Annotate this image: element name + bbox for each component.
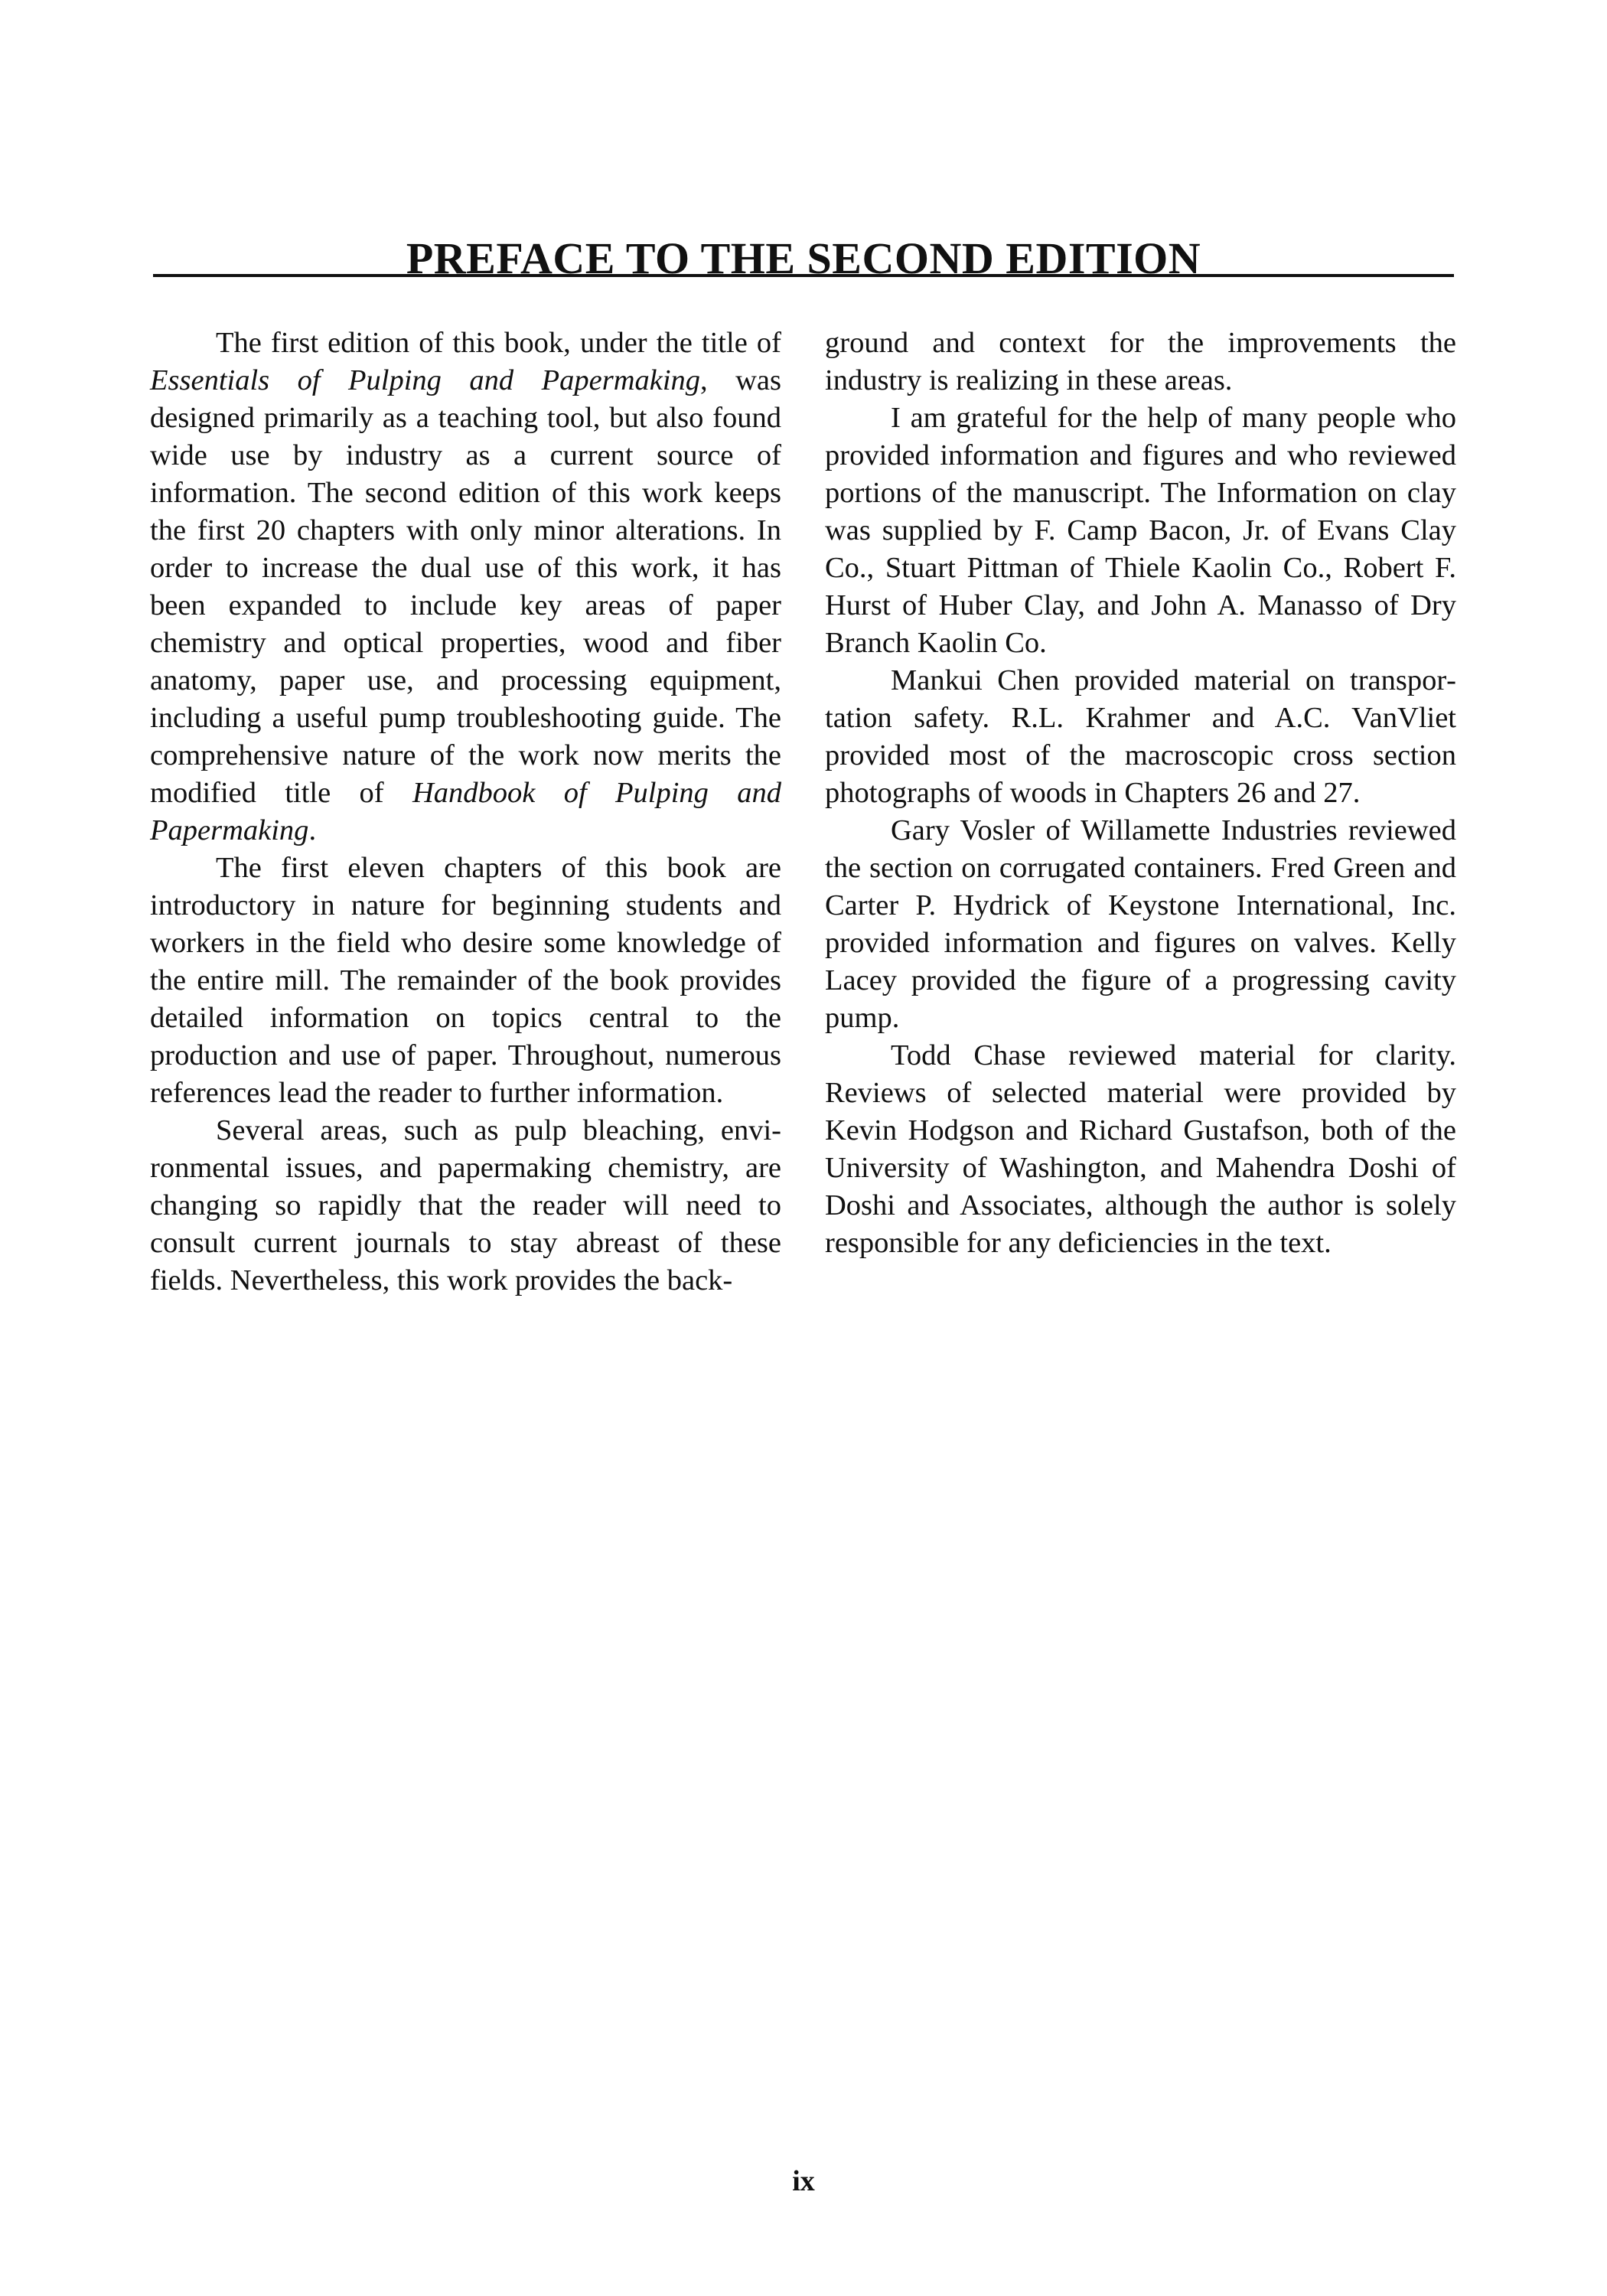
paragraph-acknowledgments: I am grateful for the help of many people who provided information and figures and who reviewed portions of the manuscript. The Information on clay was supplied by F. Camp Bacon, Jr. of Evans Clay Co., Stuart Pittman of Thiele Kaolin Co., Robert F. Hurst of Huber Clay, and John A. Manasso of Dry Branch Kaolin Co. [825, 402, 1456, 659]
paragraph-text: . [308, 814, 317, 846]
book-title-essentials: Essentials of Pulping and Papermaking [150, 364, 701, 396]
left-column [150, 325, 781, 1300]
paragraph-first-edition [150, 325, 781, 850]
right-column [825, 325, 1456, 1262]
book-title-handbook: Handbook of Pulping and Papermaking [150, 777, 781, 846]
title-rule [153, 274, 1454, 277]
paragraph-gary-vosler: Gary Vosler of Willamette Industries reviewed the section on corrugated containers. Fred Green and Carter P. Hydrick of Keystone International, Inc. provided information and figures on valves. Kelly Lacey provided the figure of a progressing cavity pump. [825, 814, 1456, 1034]
paragraph-todd-chase: Todd Chase reviewed material for clarity. Reviews of selected material were provided by Kevin Hodgson and Richard Gustafson, both of the University of Washington, and Mahendra Doshi of Doshi and Associates, although the author is solely responsible for any deficiencies in the text. [825, 1039, 1456, 1259]
paragraph-mankui-chen: Mankui Chen provided material on transportation safety. R.L. Krahmer and A.C. VanVliet provided most of the macroscopic cross section photographs of woods in Chapters 26 and 27. [825, 664, 1456, 809]
paragraph-text: The first edition of this book, under the title of [216, 327, 781, 359]
page-number: ix [792, 2165, 815, 2197]
paragraph-several-areas: Several areas, such as pulp bleaching, environmental issues, and papermaking chemistry, are changing so rapidly that the reader will need to consult current journals to stay abreast of these fields. Nevertheless, this work provides the back- [150, 1114, 781, 1296]
paragraph-continuation: ground and context for the improvements the industry is realizing in these areas. [825, 327, 1456, 396]
paragraph-text: , was designed primarily as a teaching tool, but also found wide use by industry as a current source of information. The second edition of this work keeps the first 20 chapters with only minor alterations. In order to increase the dual use of this work, it has been expanded to include key areas of paper chemistry and optical properties, wood and fiber anatomy, paper use, and processing equipment, including a useful pump troubleshooting guide. The comprehensive nature of the work now merits the modified title of [150, 364, 781, 809]
paragraph-chapters: The first eleven chapters of this book are introductory in nature for beginning students and workers in the field who desire some knowledge of the entire mill. The remainder of the book provides detailed information on topics central to the production and use of paper. Throughout, numerous references lead the reader to further information. [150, 852, 781, 1109]
page-title: PREFACE TO THE SECOND EDITION [406, 233, 1201, 283]
